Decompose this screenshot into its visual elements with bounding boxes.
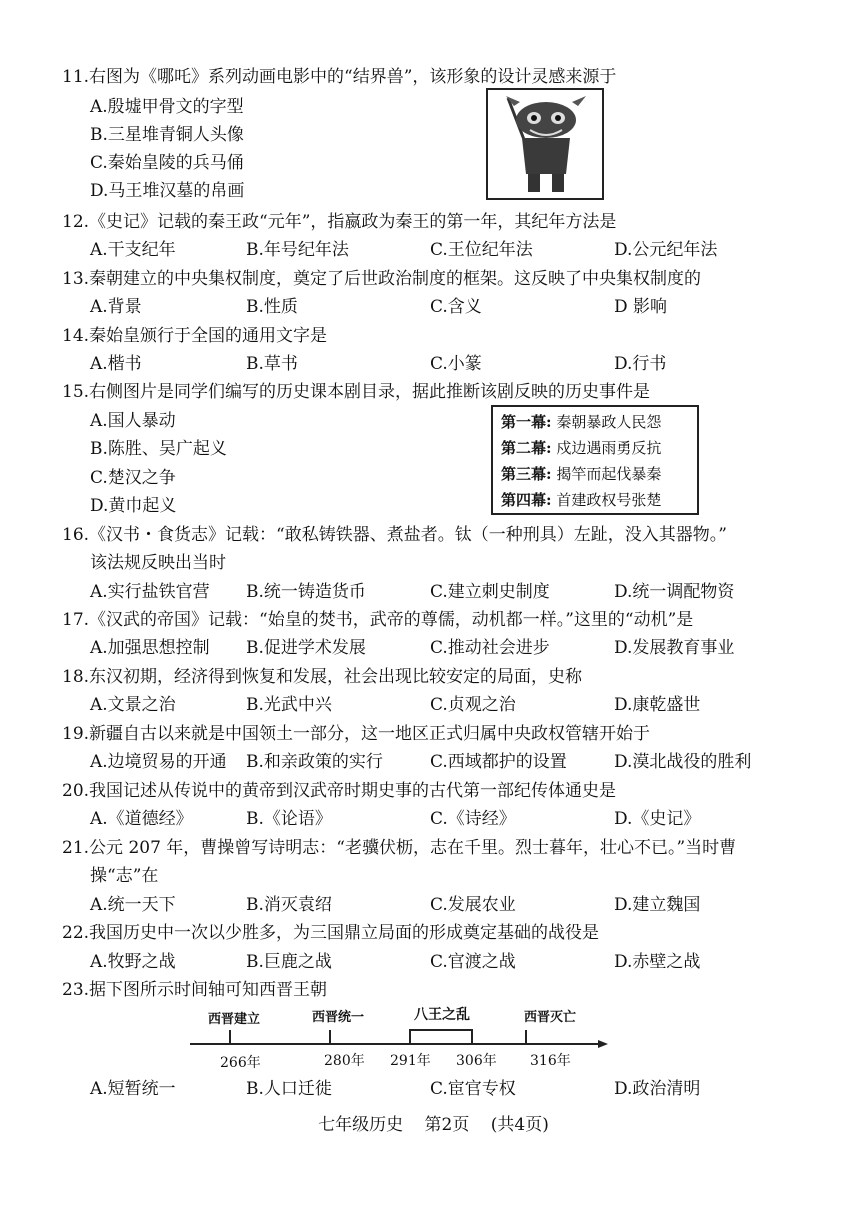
play-contents-box (491, 405, 699, 515)
q23-option-c[interactable]: C.宦官专权 (430, 1079, 516, 1099)
play-act-1 (501, 411, 661, 432)
timeline-event-jin-unified: 西晋统一 (312, 1010, 365, 1025)
question-16-stem-cont: 该法规反映出当时 (90, 553, 226, 573)
q17-option-b[interactable]: B.促进学术发展 (246, 638, 366, 658)
q12-option-d[interactable]: D.公元纪年法 (614, 240, 718, 260)
western-jin-timeline (180, 1000, 610, 1076)
q12-option-b[interactable]: B.年号纪年法 (246, 240, 349, 260)
act-4-label: 第四幕: (501, 491, 552, 509)
question-18-stem: 18.东汉初期，经济得到恢复和发展，社会出现比较安定的局面，史称 (62, 667, 583, 687)
q18-option-a[interactable]: A.文景之治 (90, 695, 176, 715)
footer-subject: 七年级历史 (318, 1115, 404, 1135)
q23-option-a[interactable]: A.短暂统一 (90, 1079, 176, 1099)
q19-option-a[interactable]: A.边境贸易的开通 (90, 752, 227, 772)
bronze-figure-illustration (488, 90, 602, 198)
q18-option-b[interactable]: B.光武中兴 (246, 695, 332, 715)
play-act-3 (501, 463, 661, 484)
act-4-text: 首建政权号张楚 (556, 491, 662, 509)
q22-option-c[interactable]: C.官渡之战 (430, 952, 516, 972)
q20-option-d[interactable]: D.《史记》 (614, 809, 701, 829)
timeline-year-266: 266年 (220, 1055, 261, 1071)
q18-option-d[interactable]: D.康乾盛世 (614, 695, 701, 715)
timeline-year-291: 291年 (390, 1053, 431, 1069)
q22-option-b[interactable]: B.巨鹿之战 (246, 952, 332, 972)
q15-option-a[interactable]: A.国人暴动 (90, 411, 176, 431)
q19-option-b[interactable]: B.和亲政策的实行 (246, 752, 383, 772)
question-17-stem: 17.《汉武的帝国》记载：“始皇的焚书，武帝的尊儒，动机都一样。”这里的“动机”是 (62, 610, 694, 630)
question-12-stem: 12.《史记》记载的秦王政“元年”，指嬴政为秦王的第一年，其纪年方法是 (62, 212, 617, 232)
question-13-stem: 13.秦朝建立的中央集权制度，奠定了后世政治制度的框架。这反映了中央集权制度的 (62, 269, 702, 289)
question-19-stem: 19.新疆自古以来就是中国领土一部分，这一地区正式归属中央政权管辖开始于 (62, 724, 651, 744)
timeline-event-eight-princes: 八王之乱 (414, 1007, 470, 1023)
q16-option-b[interactable]: B.统一铸造货币 (246, 582, 366, 602)
play-act-4 (501, 489, 661, 510)
question-20-stem: 20.我国记述从传说中的黄帝到汉武帝时期史事的古代第一部纪传体通史是 (62, 781, 617, 801)
act-2-label: 第二幕: (501, 439, 552, 457)
q13-option-a[interactable]: A.背景 (90, 297, 142, 317)
q13-option-d[interactable]: D 影响 (614, 297, 668, 317)
q22-option-d[interactable]: D.赤壁之战 (614, 952, 701, 972)
q21-option-b[interactable]: B.消灭袁绍 (246, 895, 332, 915)
q16-option-c[interactable]: C.建立刺史制度 (430, 582, 550, 602)
q12-option-a[interactable]: A.干支纪年 (90, 240, 176, 260)
q11-option-d[interactable]: D.马王堆汉墓的帛画 (90, 181, 245, 201)
footer-page-number: 第2页 (424, 1115, 470, 1135)
q22-option-a[interactable]: A.牧野之战 (90, 952, 176, 972)
q14-option-c[interactable]: C.小篆 (430, 354, 482, 374)
q15-option-c[interactable]: C.楚汉之争 (90, 468, 176, 488)
q14-option-b[interactable]: B.草书 (246, 354, 298, 374)
q21-option-d[interactable]: D.建立魏国 (614, 895, 701, 915)
timeline-event-jin-fall: 西晋灭亡 (524, 1010, 577, 1025)
timeline-event-jin-founded: 西晋建立 (208, 1012, 261, 1027)
q15-option-b[interactable]: B.陈胜、吴广起义 (90, 439, 227, 459)
q11-option-a[interactable]: A.殷墟甲骨文的字型 (90, 97, 244, 117)
q20-option-a[interactable]: A.《道德经》 (90, 809, 193, 829)
q20-option-c[interactable]: C.《诗经》 (430, 809, 516, 829)
timeline-year-316: 316年 (530, 1053, 571, 1069)
question-15-stem: 15.右侧图片是同学们编写的历史课本剧目录，据此推断该剧反映的历史事件是 (62, 382, 651, 402)
q21-option-a[interactable]: A.统一天下 (90, 895, 176, 915)
question-16-stem: 16.《汉书・食货志》记载：“敢私铸铁器、煮盐者。钛（一种刑具）左趾，没入其器物。” (62, 525, 727, 545)
question-23-stem: 23.据下图所示时间轴可知西晋王朝 (62, 980, 328, 1000)
timeline-year-280: 280年 (324, 1053, 365, 1069)
q17-option-a[interactable]: A.加强思想控制 (90, 638, 210, 658)
act-3-label: 第三幕: (501, 465, 552, 483)
q15-option-d[interactable]: D.黄巾起义 (90, 496, 177, 516)
footer-total-pages: (共4页) (490, 1115, 549, 1135)
q14-option-a[interactable]: A.楷书 (90, 354, 142, 374)
q20-option-b[interactable]: B.《论语》 (246, 809, 332, 829)
question-21-stem-cont: 操“志”在 (90, 866, 159, 886)
page-footer (0, 1114, 867, 1136)
q13-option-b[interactable]: B.性质 (246, 297, 298, 317)
q14-option-d[interactable]: D.行书 (614, 354, 667, 374)
question-22-stem: 22.我国历史中一次以少胜多，为三国鼎立局面的形成奠定基础的战役是 (62, 923, 600, 943)
timeline-year-306: 306年 (456, 1053, 497, 1069)
jiejie-beast-image (486, 88, 604, 200)
q11-option-c[interactable]: C.秦始皇陵的兵马俑 (90, 153, 244, 173)
play-act-2 (501, 437, 661, 458)
act-3-text: 揭竿而起伐暴秦 (556, 465, 662, 483)
question-14-stem: 14.秦始皇颁行于全国的通用文字是 (62, 326, 328, 346)
q17-option-d[interactable]: D.发展教育事业 (614, 638, 735, 658)
q18-option-c[interactable]: C.贞观之治 (430, 695, 516, 715)
q13-option-c[interactable]: C.含义 (430, 297, 482, 317)
q21-option-c[interactable]: C.发展农业 (430, 895, 516, 915)
act-1-text: 秦朝暴政人民怨 (556, 413, 662, 431)
q16-option-a[interactable]: A.实行盐铁官营 (90, 582, 210, 602)
question-21-stem: 21.公元 207 年，曹操曾写诗明志：“老骥伏枥，志在千里。烈士暮年，壮心不已。”当时曹 (62, 838, 737, 858)
q11-option-b[interactable]: B.三星堆青铜人头像 (90, 125, 244, 145)
q16-option-d[interactable]: D.统一调配物资 (614, 582, 735, 602)
q19-option-d[interactable]: D.漠北战役的胜利 (614, 752, 752, 772)
q23-option-d[interactable]: D.政治清明 (614, 1079, 701, 1099)
q23-option-b[interactable]: B.人口迁徙 (246, 1079, 332, 1099)
act-1-label: 第一幕: (501, 413, 552, 431)
question-11-stem: 11.右图为《哪吒》系列动画电影中的“结界兽”，该形象的设计灵感来源于 (62, 67, 617, 87)
q12-option-c[interactable]: C.王位纪年法 (430, 240, 533, 260)
q17-option-c[interactable]: C.推动社会进步 (430, 638, 550, 658)
act-2-text: 戍边遇雨勇反抗 (556, 439, 662, 457)
q19-option-c[interactable]: C.西域都护的设置 (430, 752, 567, 772)
